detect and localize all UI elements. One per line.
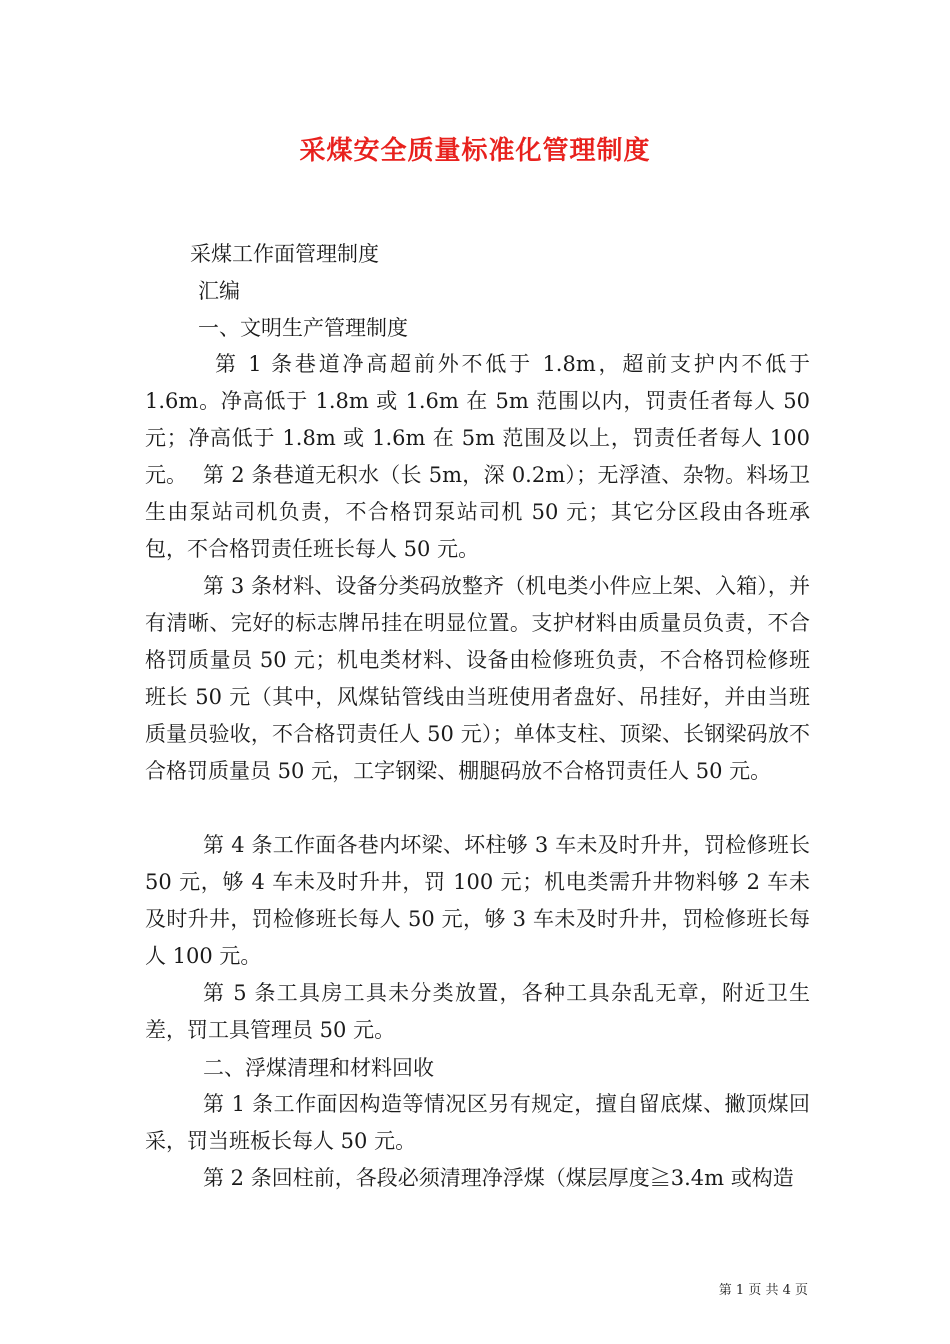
section-heading-2: 二、浮煤清理和材料回收 [203,1056,434,1080]
subtitle: 采煤工作面管理制度 [190,242,379,266]
paragraph-section2-article-2: 第 2 条回柱前，各段必须清理净浮煤（煤层厚度≧3.4m 或构造 [203,1166,794,1190]
compile-label: 汇编 [198,279,240,303]
paragraph-section2-article-1: 第 1 条工作面因构造等情况区另有规定，擅自留底煤、撇顶煤回采，罚当班板长每人 50 元。 [145,1092,810,1153]
paragraph-article-5: 第 5 条工具房工具未分类放置，各种工具杂乱无章，附近卫生差，罚工具管理员 50 元。 [145,981,810,1042]
paragraph-article-2: 第 2 条巷道无积水（长 5m，深 0.2m）；无浮渣、杂物。料场卫生由泵站司机负责，不合格罚泵站司机 50 元；其它分区段由各班承包，不合格罚责任班长每人 50 元。 [145,463,810,561]
page-footer: 第 1 页 共 4 页 [718,1283,808,1298]
paragraph-article-1: 第 1 条巷道净高超前外不低于 1.8m，超前支护内不低于 1.6m。净高低于 1.8m 或 1.6m 在 5m 范围以内，罚责任者每人 50 元；净高低于 1.8m 或 1.6m 在 5m 范围及以上，罚责任者每人 100 元。 [145,352,810,487]
section-heading-1: 一、文明生产管理制度 [198,316,408,340]
document-title: 采煤安全质量标准化管理制度 [299,136,651,166]
paragraph-article-4: 第 4 条工作面各巷内坏梁、坏柱够 3 车未及时升井，罚检修班长 50 元，够 4 车未及时升井，罚 100 元；机电类需升井物料够 2 车未及时升井，罚检修班长每人 50 元，够 3 车未及时升井，罚检修班长每人 100 元。 [145,833,810,968]
paragraph-article-3: 第 3 条材料、设备分类码放整齐（机电类小件应上架、入箱），并有清晰、完好的标志牌吊挂在明显位置。支护材料由质量员负责，不合格罚质量员 50 元；机电类材料、设备由检修班负责，不合格罚检修班班长 50 元（其中，风煤钻管线由当班使用者盘好、吊挂好，并由当班质量员验收，不合格罚责任人 50 元）；单体支柱、顶梁、长钢梁码放不合格罚质量员 50 元，工字钢梁、棚腿码放不合格罚责任人 50 元。 [145,574,810,783]
